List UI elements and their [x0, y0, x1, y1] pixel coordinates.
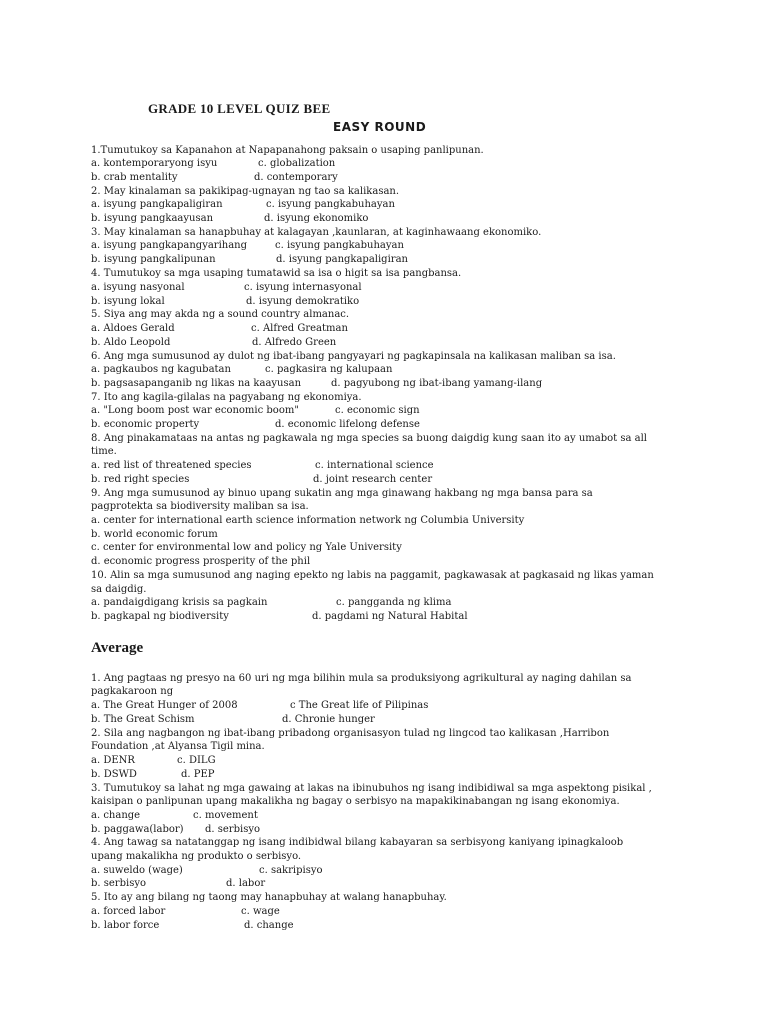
choice: c The Great life of Pilipinas [290, 700, 429, 711]
question-text: pagprotekta sa biodiversity maliban sa isa. [91, 501, 309, 512]
choice: b. pagkapal ng biodiversity [91, 611, 229, 622]
choice: d. isyung demokratiko [246, 296, 360, 307]
round-title: EASY ROUND [333, 120, 427, 134]
choice: c. pagkasira ng kalupaan [265, 364, 393, 375]
choice: c. wage [241, 906, 280, 917]
choice: d. PEP [181, 769, 215, 780]
question-text: 4. Ang tawag sa natatanggap ng isang indibidwal bilang kabayaran sa serbisyong kaniyang ipinagkaloob [91, 837, 624, 848]
question-text: 1.Tumutukoy sa Kapanahon at Napapanahong paksain o usaping panlipunan. [91, 145, 484, 156]
choice: d. isyung pangkapaligiran [276, 254, 408, 265]
choice: d. serbisyo [205, 824, 260, 835]
choice: a. center for international earth science information network ng Columbia University [91, 515, 525, 526]
choice: a. isyung pangkapangyarihang [91, 240, 248, 251]
choice: a. isyung pangkapaligiran [91, 199, 223, 210]
question-text: 4. Tumutukoy sa mga usaping tumatawid sa isa o higit sa isa pangbansa. [91, 268, 462, 279]
choice: c. pangganda ng klima [336, 597, 452, 608]
choice: b. isyung pangkalipunan [91, 254, 216, 265]
question-text: 3. Tumutukoy sa lahat ng mga gawaing at lakas na ibinubuhos ng isang indibidiwal sa mga aspektong pisikal , [91, 783, 652, 794]
choice: c. globalization [258, 158, 336, 169]
choice: b. The Great Schism [91, 714, 195, 725]
choice: d. Alfredo Green [252, 337, 337, 348]
choice: a. DENR [91, 755, 135, 766]
choice: b. pagsasapanganib ng likas na kaayusan [91, 378, 302, 389]
choice: c. Alfred Greatman [251, 323, 348, 334]
choice: b. red right species [91, 474, 190, 485]
choice: c. isyung pangkabuhayan [266, 199, 395, 210]
choice: d. joint research center [313, 474, 433, 485]
choice: b. world economic forum [91, 529, 218, 540]
choice: b. economic property [91, 419, 200, 430]
choice: a. forced labor [91, 906, 166, 917]
choice: a. isyung nasyonal [91, 282, 185, 293]
choice: c. economic sign [335, 405, 420, 416]
section-heading: Average [91, 640, 144, 656]
question-text: 1. Ang pagtaas ng presyo na 60 uri ng mga bilihin mula sa produksiyong agrikultural ay naging dahilan sa [91, 673, 632, 684]
question-text: pagkakaroon ng [91, 686, 174, 697]
choice: a. Aldoes Gerald [91, 323, 175, 334]
question-text: Foundation ,at Alyansa Tigil mina. [91, 741, 265, 752]
choice: d. pagyubong ng ibat-ibang yamang-ilang [331, 378, 543, 389]
choice: a. change [91, 810, 141, 821]
choice: b. DSWD [91, 769, 137, 780]
question-text: 8. Ang pinakamataas na antas ng pagkawala ng mga species sa buong daigdig kung saan ito ay umabot sa all [91, 433, 647, 444]
choice: a. kontemporaryong isyu [91, 158, 218, 169]
choice: d. Chronie hunger [282, 714, 375, 725]
question-text: 6. Ang mga sumusunod ay dulot ng ibat-ibang pangyayari ng pagkapinsala na kalikasan maliban sa isa. [91, 351, 616, 362]
question-text: 5. Ito ay ang bilang ng taong may hanapbuhay at walang hanapbuhay. [91, 892, 447, 903]
choice: d. economic progress prosperity of the phil [91, 556, 311, 567]
choice: a. red list of threatened species [91, 460, 252, 471]
question-text: 9. Ang mga sumusunod ay binuo upang sukatin ang mga ginawang hakbang ng mga bansa para sa [91, 488, 593, 499]
choice: a. pagkaubos ng kagubatan [91, 364, 231, 375]
question-text: 3. May kinalaman sa hanapbuhay at kalagayan ,kaunlaran, at kaginhawaang ekonomiko. [91, 227, 542, 238]
choice: c. isyung internasyonal [244, 282, 362, 293]
choice: c. DILG [177, 755, 216, 766]
choice: a. "Long boom post war economic boom" [91, 405, 299, 416]
question-text: 10. Alin sa mga sumusunod ang naging epekto ng labis na paggamit, pagkawasak at pagkasaid ng likas yaman [91, 570, 654, 581]
question-text: upang makalikha ng produkto o serbisyo. [91, 851, 302, 862]
choice: b. isyung lokal [91, 296, 165, 307]
choice: a. suweldo (wage) [91, 865, 183, 876]
choice: d. contemporary [254, 172, 338, 183]
question-text: sa daigdig. [91, 584, 147, 595]
choice: d. isyung ekonomiko [264, 213, 369, 224]
choice: d. pagdami ng Natural Habital [312, 611, 468, 622]
choice: c. center for environmental low and policy ng Yale University [91, 542, 402, 553]
question-text: kaisipan o panlipunan upang makalikha ng bagay o serbisyo na mapakikinabangan ng isang ekonomiya. [91, 796, 620, 807]
choice: d. change [244, 920, 294, 931]
document-title: GRADE 10 LEVEL QUIZ BEE [148, 101, 331, 116]
choice: b. serbisyo [91, 878, 146, 889]
choice: a. The Great Hunger of 2008 [91, 700, 238, 711]
choice: c. movement [193, 810, 258, 821]
question-text: time. [91, 446, 117, 457]
question-text: 5. Siya ang may akda ng a sound country almanac. [91, 309, 350, 320]
question-text: 2. May kinalaman sa pakikipag-ugnayan ng tao sa kalikasan. [91, 186, 400, 197]
choice: d. economic lifelong defense [275, 419, 420, 430]
choice: c. sakripisyo [259, 865, 323, 876]
choice: a. pandaigdigang krisis sa pagkain [91, 597, 268, 608]
choice: b. labor force [91, 920, 160, 931]
question-text: 2. Sila ang nagbangon ng ibat-ibang pribadong organisasyon tulad ng lingcod tao kalikasan ,Harribon [91, 728, 610, 739]
choice: b. Aldo Leopold [91, 337, 171, 348]
choice: b. crab mentality [91, 172, 178, 183]
choice: b. paggawa(labor) [91, 824, 184, 835]
choice: b. isyung pangkaayusan [91, 213, 214, 224]
choice: c. international science [315, 460, 434, 471]
choice: c. isyung pangkabuhayan [275, 240, 404, 251]
choice: d. labor [226, 878, 266, 889]
question-text: 7. Ito ang kagila-gilalas na pagyabang ng ekonomiya. [91, 392, 362, 403]
